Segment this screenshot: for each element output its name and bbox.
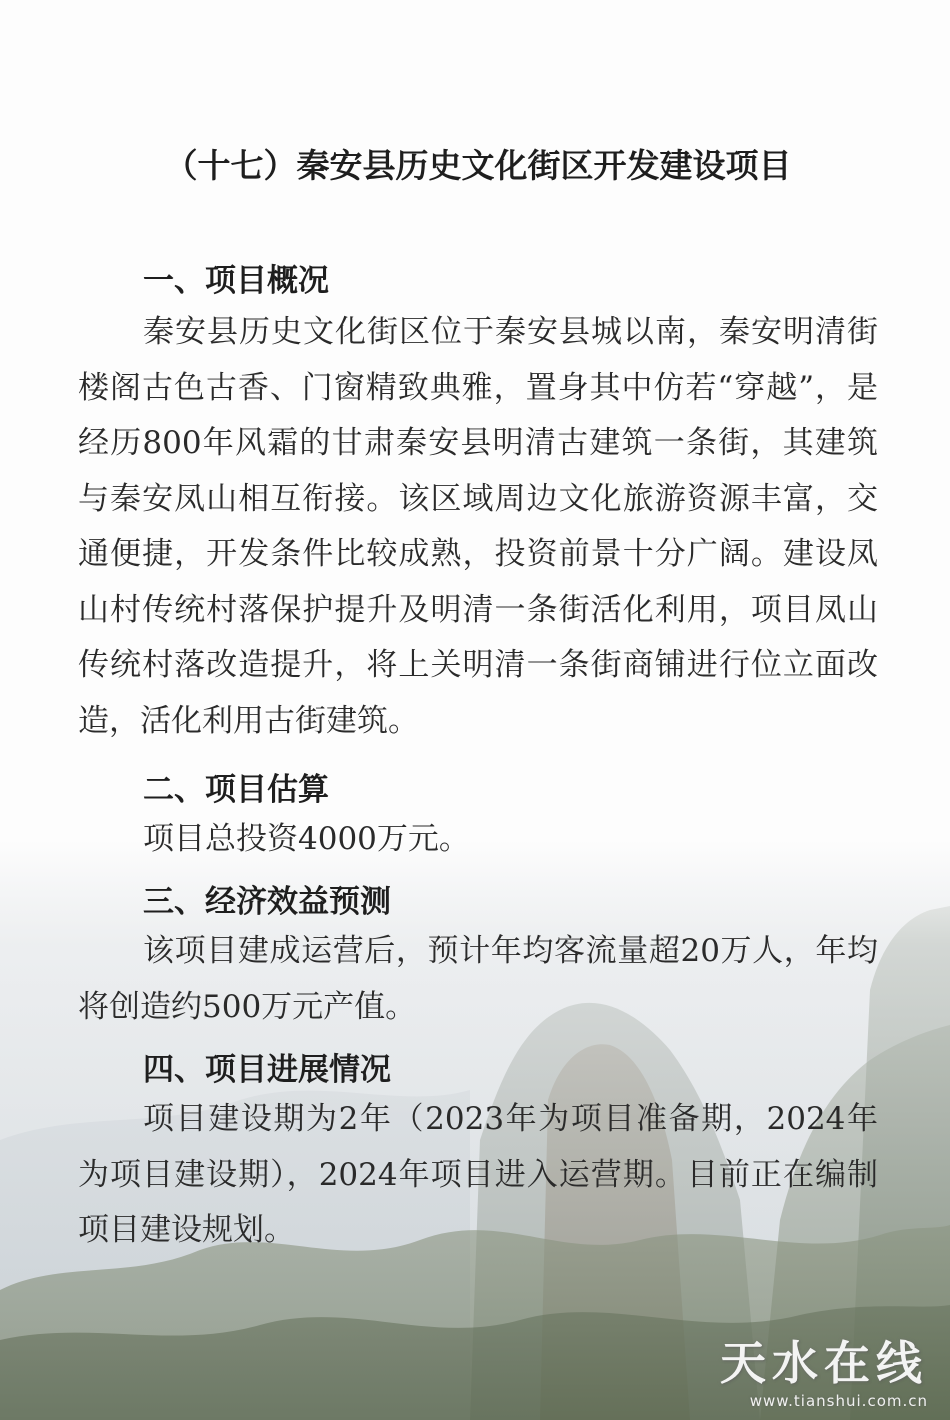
watermark-url: www.tianshui.com.cn xyxy=(749,1392,928,1410)
document-title: （十七）秦安县历史文化街区开发建设项目 xyxy=(164,146,792,185)
section-heading-estimate: 二、项目估算 xyxy=(143,772,329,808)
section-body-progress: 项目建设期为2年（2023年为项目准备期，2024年为项目建设期），2024年项目进入运营期。目前正在编制项目建设规划。 xyxy=(78,1101,878,1248)
section-heading-benefit: 三、经济效益预测 xyxy=(143,884,391,920)
section-body-estimate: 项目总投资4000万元。 xyxy=(143,821,470,857)
section-heading-overview: 一、项目概况 xyxy=(143,263,329,299)
watermark-name: 天水在线 xyxy=(720,1336,928,1390)
site-watermark xyxy=(720,1336,928,1410)
section-body-overview: 秦安县历史文化街区位于秦安县城以南，秦安明清街楼阁古色古香、门窗精致典雅，置身其中仿若“穿越”，是经历800年风霜的甘肃秦安县明清古建筑一条街，其建筑与秦安凤山相互衔接。该区域周边文化旅游资源丰富，交通便捷，开发条件比较成熟，投资前景十分广阔。建设凤山村传统村落保护提升及明清一条街活化利用，项目凤山传统村落改造提升，将上关明清一条街商铺进行位立面改造，活化利用古街建筑。 xyxy=(78,314,878,739)
section-heading-progress: 四、项目进展情况 xyxy=(143,1052,391,1088)
section-body-benefit: 该项目建成运营后，预计年均客流量超20万人，年均将创造约500万元产值。 xyxy=(78,933,878,1025)
